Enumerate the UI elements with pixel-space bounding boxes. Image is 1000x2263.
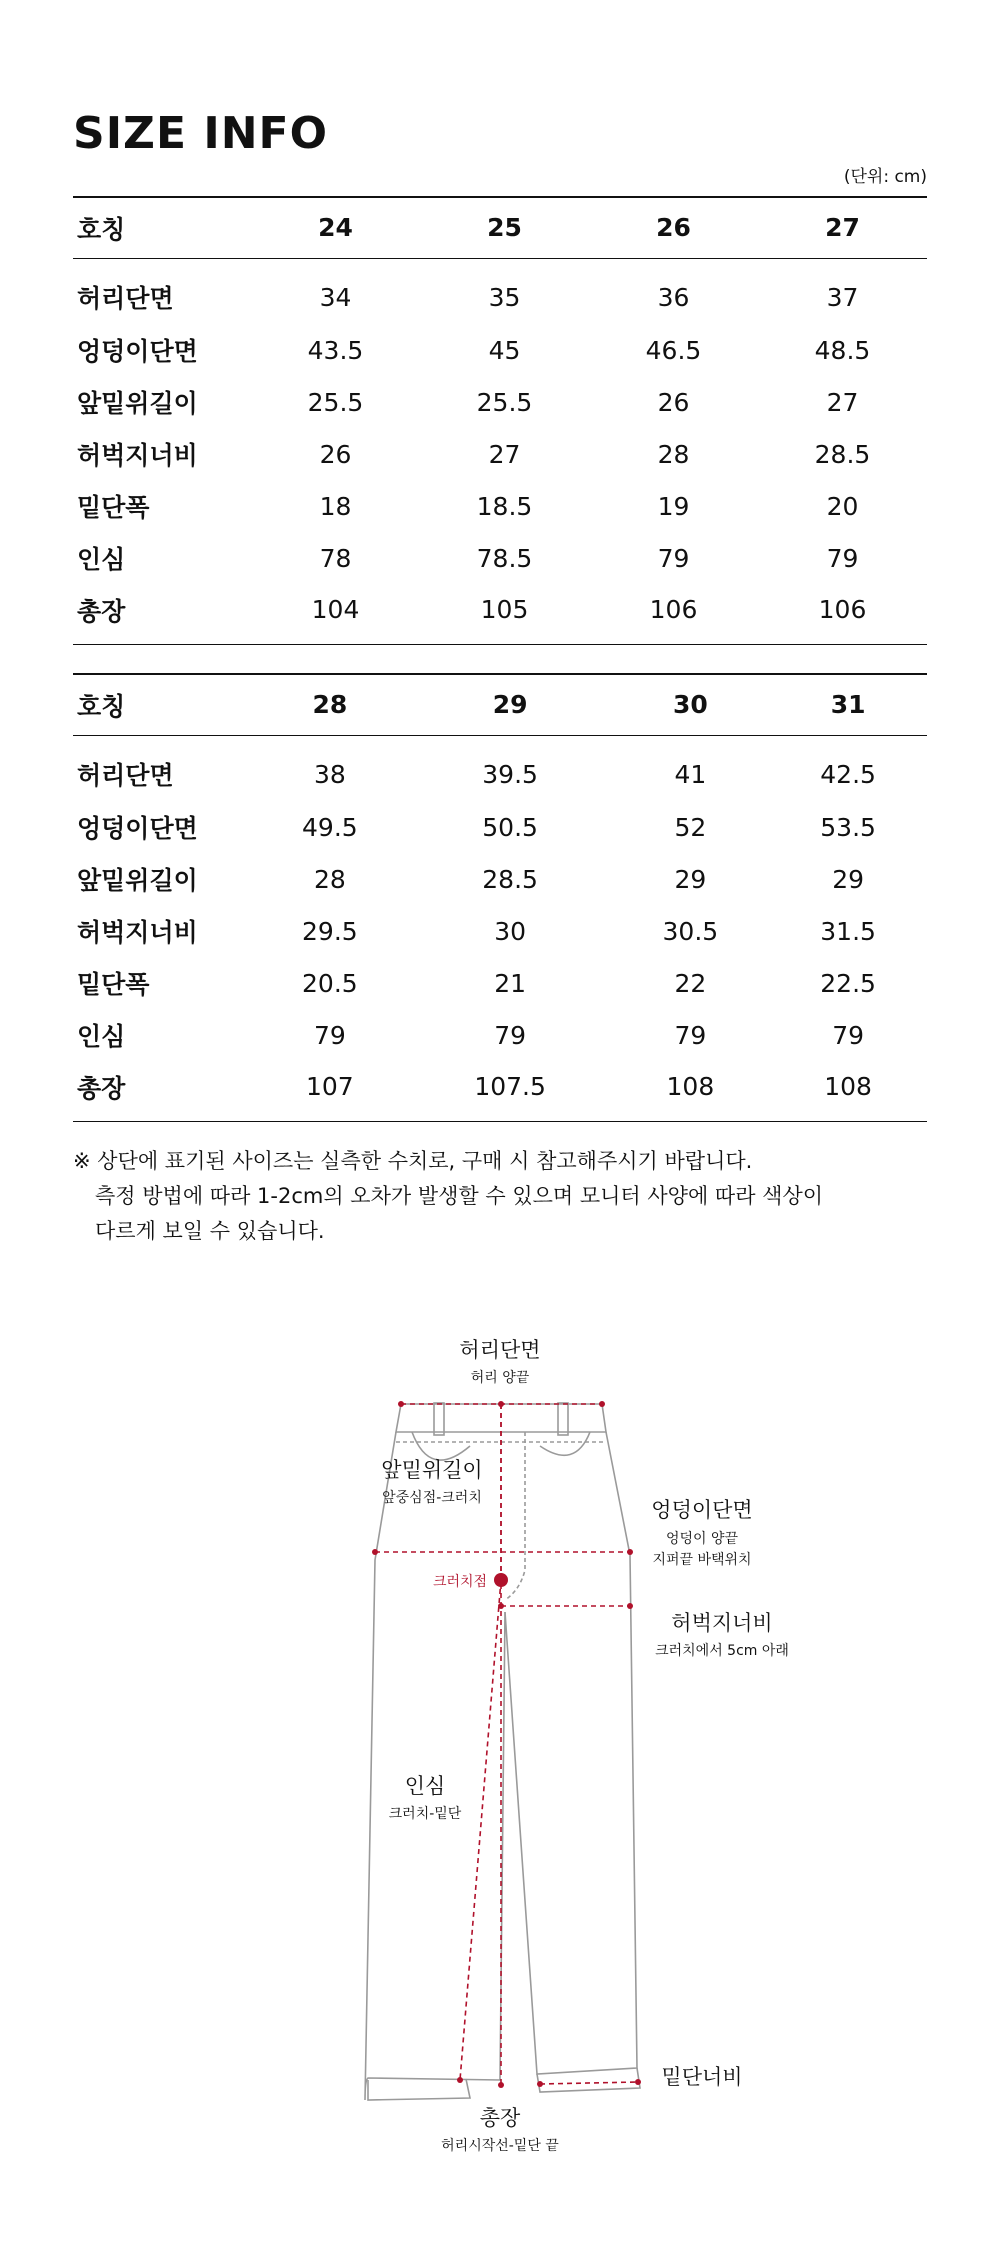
- length-label: 총장: [479, 2106, 521, 2130]
- cell: 45: [488, 335, 521, 365]
- row-label: 앞밑위길이: [77, 866, 198, 895]
- cell: 29: [832, 864, 865, 894]
- hip-sub-2: 지퍼끝 바택위치: [652, 1552, 752, 1568]
- cell: 39.5: [482, 759, 538, 789]
- cell: 105: [480, 595, 529, 625]
- cell: 30.5: [662, 916, 719, 946]
- table-row: [73, 428, 927, 480]
- header-label: 호칭: [73, 197, 251, 258]
- cell: 28.5: [814, 439, 871, 469]
- note-line: 다르게 보일 수 있습니다.: [95, 1219, 325, 1243]
- cell: 79: [657, 543, 690, 573]
- cell: 22.5: [820, 968, 876, 998]
- size-table-1: [73, 196, 927, 645]
- inseam-label: 인심: [404, 1774, 446, 1798]
- waist-sub: 허리 양끝: [470, 1370, 530, 1386]
- cell: 27: [826, 387, 859, 417]
- cell: 52: [674, 812, 707, 842]
- cell: 78: [319, 543, 352, 573]
- header-label: 호칭: [73, 674, 251, 735]
- table-row: [73, 853, 927, 905]
- cell: 43.5: [307, 335, 364, 365]
- cell: 50.5: [482, 812, 538, 842]
- cell: 26: [657, 387, 690, 417]
- cell: 49.5: [302, 812, 358, 842]
- crotch-point-label: 크러치점: [432, 1574, 488, 1590]
- cell: 20.5: [302, 968, 358, 998]
- cell: 108: [824, 1072, 872, 1102]
- table-row: [73, 532, 927, 584]
- cell: 26: [319, 439, 352, 469]
- row-label: 앞밑위길이: [77, 389, 198, 418]
- inseam-sub: 크러치-밑단: [388, 1806, 462, 1822]
- thigh-label: 허벅지너비: [671, 1611, 773, 1635]
- cell: 79: [826, 543, 859, 573]
- crotch-point-icon: [494, 1573, 508, 1587]
- cell: 42.5: [820, 759, 876, 789]
- cell: 28: [313, 864, 346, 894]
- page-title: SIZE INFO: [73, 108, 328, 159]
- cell: 107: [306, 1072, 354, 1102]
- row-label: 허벅지너비: [77, 918, 198, 947]
- hem-line: [540, 2082, 638, 2084]
- table-row: [73, 324, 927, 376]
- row-label: 엉덩이단면: [77, 337, 198, 366]
- cell: 30: [494, 916, 527, 946]
- size-header: 30: [612, 674, 770, 735]
- cell: 29: [674, 864, 707, 894]
- cell: 20: [826, 491, 859, 521]
- pants-measurement-diagram: [0, 1300, 1000, 2200]
- note-line: 측정 방법에 따라 1-2cm의 오차가 발생할 수 있으며 모니터 사양에 따라 색상이: [95, 1184, 824, 1208]
- cell: 41: [674, 759, 707, 789]
- cell: 38: [313, 759, 346, 789]
- table-row: [73, 1061, 927, 1121]
- table-row: [73, 258, 927, 324]
- table-row: [73, 801, 927, 853]
- measurement-lines: [375, 1404, 638, 2085]
- row-label: 허벅지너비: [77, 441, 198, 470]
- cell: 53.5: [820, 812, 876, 842]
- inseam-line: [460, 1580, 501, 2080]
- cell: 31.5: [820, 916, 876, 946]
- hip-label: 엉덩이단면: [651, 1498, 753, 1522]
- cell: 29.5: [302, 916, 358, 946]
- table-row: [73, 957, 927, 1009]
- cell: 18.5: [476, 491, 533, 521]
- cell: 18: [319, 491, 352, 521]
- cell: 34: [319, 282, 352, 312]
- waist-label: 허리단면: [459, 1338, 541, 1362]
- cell: 25.5: [307, 387, 364, 417]
- hem-label: 밑단너비: [661, 2065, 743, 2089]
- length-sub: 허리시작선-밑단 끝: [441, 2138, 559, 2154]
- row-label: 엉덩이단면: [77, 814, 198, 843]
- front-rise-sub: 앞중심점-크러치: [382, 1490, 482, 1506]
- thigh-sub: 크러치에서 5cm 아래: [655, 1643, 789, 1659]
- table-row: [73, 905, 927, 957]
- size-header: 29: [409, 674, 612, 735]
- cell: 25.5: [476, 387, 533, 417]
- row-label: 총장: [77, 596, 126, 626]
- cell: 79: [674, 1020, 707, 1050]
- size-header: 25: [420, 197, 589, 258]
- table-row: [73, 1009, 927, 1061]
- table-row: [73, 480, 927, 532]
- row-label: 총장: [77, 1073, 126, 1103]
- size-note: [73, 1144, 953, 1249]
- row-label: 밑단폭: [77, 970, 150, 999]
- cell: 28.5: [482, 864, 538, 894]
- table-row: [73, 376, 927, 428]
- cell: 106: [649, 595, 698, 625]
- pants-outline-icon: [365, 1403, 640, 2100]
- table-header-row: [73, 674, 927, 735]
- cell: 19: [657, 491, 690, 521]
- cell: 78.5: [476, 543, 533, 573]
- cell: 108: [666, 1072, 715, 1102]
- cell: 106: [818, 595, 867, 625]
- cell: 48.5: [814, 335, 871, 365]
- cell: 27: [488, 439, 521, 469]
- size-header: 24: [251, 197, 420, 258]
- size-table-2: [73, 673, 927, 1122]
- cell: 21: [494, 968, 527, 998]
- row-label: 인심: [77, 545, 126, 574]
- row-label: 허리단면: [77, 284, 174, 314]
- unit-label: (단위: cm): [843, 167, 927, 187]
- size-header: 31: [769, 674, 927, 735]
- cell: 46.5: [645, 335, 702, 365]
- size-header: 27: [758, 197, 927, 258]
- table-header-row: [73, 197, 927, 258]
- row-label: 인심: [77, 1022, 126, 1051]
- cell: 37: [826, 282, 859, 312]
- cell: 22: [674, 968, 707, 998]
- size-header: 28: [251, 674, 409, 735]
- cell: 36: [657, 282, 690, 312]
- table-row: [73, 735, 927, 801]
- cell: 79: [494, 1020, 527, 1050]
- cell: 107.5: [474, 1072, 546, 1102]
- cell: 35: [488, 282, 521, 312]
- row-label: 밑단폭: [77, 493, 150, 522]
- hip-sub-1: 엉덩이 양끝: [665, 1531, 739, 1547]
- table-row: [73, 584, 927, 644]
- cell: 79: [313, 1020, 346, 1050]
- note-line: ※ 상단에 표기된 사이즈는 실측한 수치로, 구매 시 참고해주시기 바랍니다.: [73, 1149, 753, 1173]
- row-label: 허리단면: [77, 761, 174, 791]
- cell: 104: [311, 595, 360, 625]
- size-header: 26: [589, 197, 758, 258]
- cell: 28: [657, 439, 690, 469]
- cell: 79: [832, 1020, 865, 1050]
- front-rise-label: 앞밑위길이: [381, 1458, 483, 1482]
